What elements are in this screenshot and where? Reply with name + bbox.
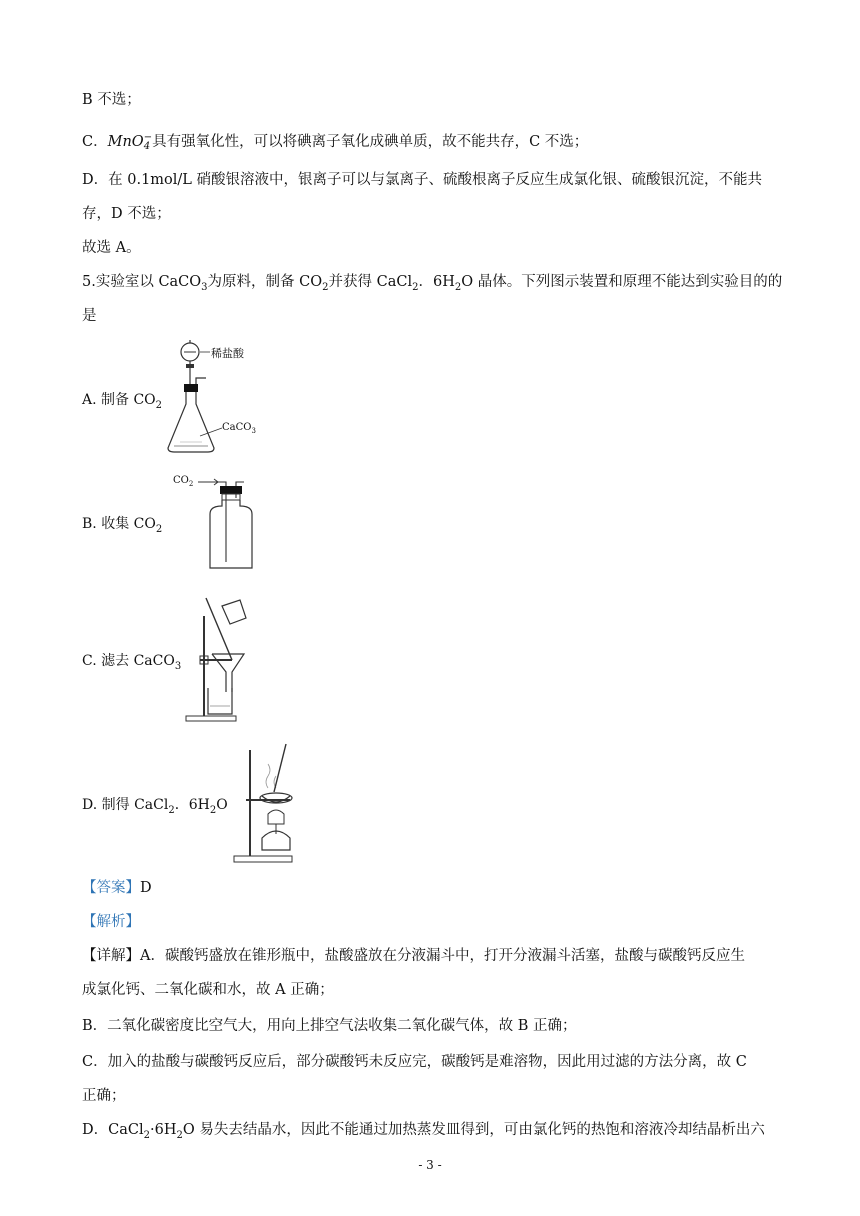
filtration-figure <box>182 596 262 726</box>
dilute-hcl-label: 稀盐酸 <box>211 347 244 360</box>
text-line: C．MnO − 4 具有强氧化性，可以将碘离子氧化成碘单质，故不能共存，C 不选； <box>82 132 589 152</box>
answer-label: 【答案】 <box>82 880 140 896</box>
detail-line: C．加入的盐酸与碳酸钙反应后，部分碳酸钙未反应完，碳酸钙是难溶物，因此用过滤的方法分离，故 C <box>82 1054 747 1070</box>
detail-line: 正确； <box>82 1088 126 1104</box>
option-d-label: D. 制得 CaCl$_2$．$6H_2O$ <box>82 797 228 816</box>
text-line: 存，D 不选； <box>82 206 171 222</box>
co2-inlet-label: $CO_2$ <box>173 475 194 488</box>
evaporation-figure <box>228 742 308 866</box>
permanganate-formula: MnO − 4 <box>107 132 153 152</box>
detail-line: D．$CaCl_2\cdot 6H_2O$ 易失去结晶水，因此不能通过加热蒸发皿得到，可由氯化钙的热饱和溶液冷却结晶析出六 <box>82 1122 765 1141</box>
answer-line <box>82 878 152 898</box>
text-line: B 不选； <box>82 92 141 108</box>
option-c-label: C. 滤去 CaCO$_3$ <box>82 653 182 672</box>
text-line: D．在 0.1mol/L 硝酸银溶液中，银离子可以与氯离子、硫酸根离子反应生成氯化银、硫酸银沉淀，不能共 <box>82 172 763 188</box>
question-5-stem: 5.实验室以 CaCO$_3$为原料，制备 $CO_2$并获得 CaCl$_2$．$6H_2O$ 晶体。下列图示装置和原理不能达到实验目的的 <box>82 274 783 293</box>
option-a-label: A. 制备 $CO_2$ <box>82 392 163 411</box>
option-b-label: B. 收集 $CO_2$ <box>82 516 163 535</box>
analysis-label: 【解析】 <box>82 914 140 930</box>
text-line: 是 <box>82 308 97 324</box>
page-number: - 3 - <box>418 1158 442 1172</box>
detail-line: 成氯化钙、二氧化碳和水，故 A 正确； <box>82 982 334 998</box>
answer-value: D <box>140 880 152 896</box>
caco3-label: CaCO$_3$ <box>222 422 256 435</box>
detail-line: B．二氧化碳密度比空气大，用向上排空气法收集二氧化碳气体，故 B 正确； <box>82 1018 577 1034</box>
text-line: 故选 A。 <box>82 240 141 256</box>
detail-line: 【详解】A．碳酸钙盛放在锥形瓶中，盐酸盛放在分液漏斗中，打开分液漏斗活塞，盐酸与碳酸钙反应生 <box>82 948 745 964</box>
